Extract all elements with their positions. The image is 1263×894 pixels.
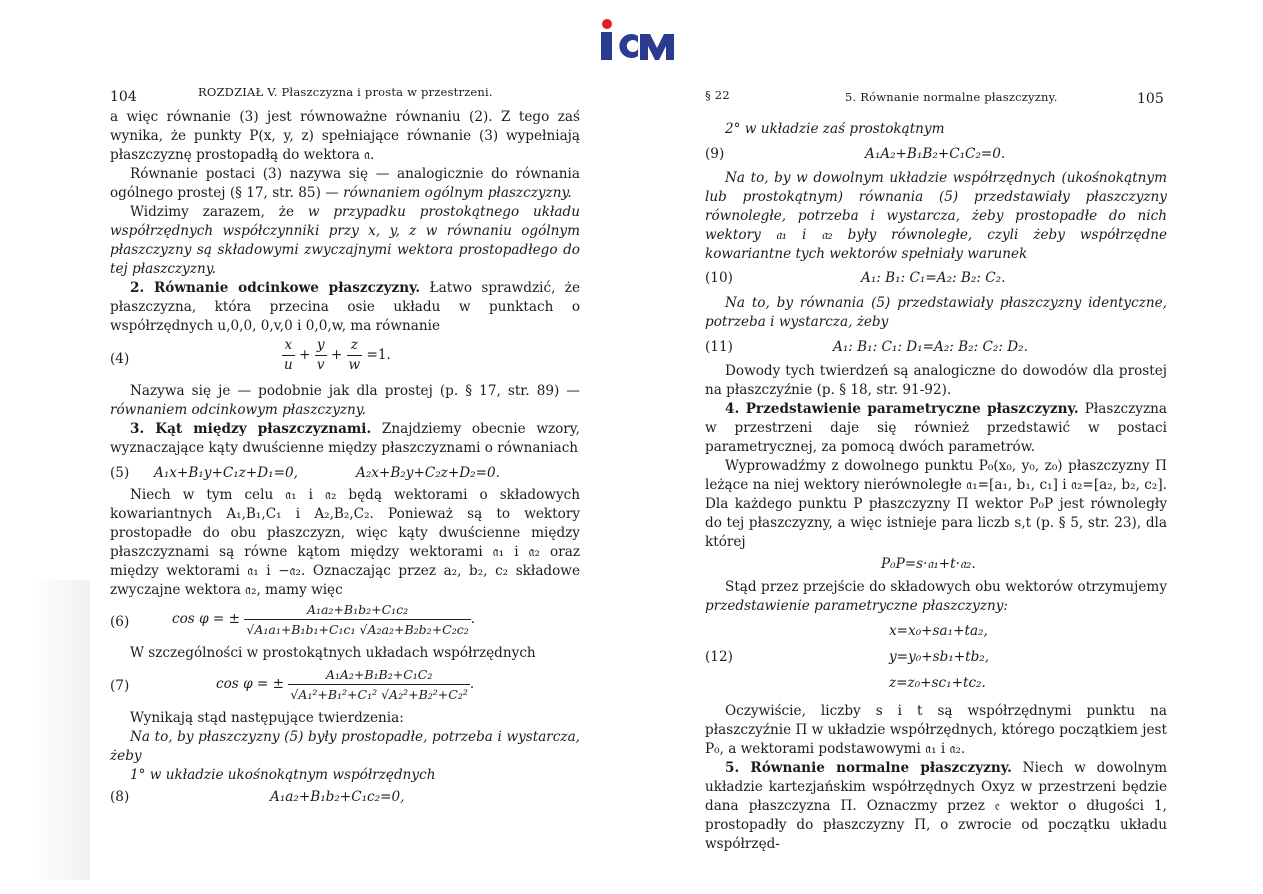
paragraph: Równanie postaci (3) nazywa się — analogicznie do równania ogólnego prostej (§ 17, str. 85) — równaniem ogólnym płaszczyzny. (110, 166, 580, 201)
left-header (110, 78, 580, 108)
equation-number: (12) (705, 649, 733, 665)
icm-logo (598, 18, 676, 64)
paragraph: Oczywiście, liczby s i t są współrzędnymi punktu na płaszczyźnie Π w układzie współrzędnych, którego początkiem jest P₀, a wektorami podstawowymi 𝔞₁ i 𝔞₂. (705, 703, 1167, 757)
section-title: 2. Równanie odcinkowe płaszczyzny. (130, 280, 421, 296)
paragraph: Niech w tym celu 𝔞₁ i 𝔞₂ będą wektorami o składowych kowariantnych A₁,B₁,C₁ i A₂,B₂,C₂. Ponieważ są to wektory prostopadłe do obu płaszczyzn, więc kąty dwuścienne między płaszczyznami są równe kątom między wektorami 𝔞₁ i 𝔞₂ oraz między wektorami 𝔞₁ i −𝔞₂. Oznaczając przez a₂, b₂, c₂ składowe zwyczajne wektora 𝔞₂, mamy więc (110, 487, 580, 598)
right-page (705, 78, 1167, 878)
section-2: 2. Równanie odcinkowe płaszczyzny. Łatwo sprawdzić, że płaszczyzna, która przecina osie układu w punktach o współrzędnych u,0,0, 0,v,0 i 0,0,w, ma równanie (110, 280, 580, 334)
page-number: 104 (110, 89, 137, 105)
equation-number: (7) (110, 678, 130, 694)
equation-p0p: P₀P=s·𝔞₁+t·𝔞₂. (881, 556, 976, 572)
equation-8: (8) A₁a₂+B₁b₂+C₁c₂=0, (110, 789, 405, 805)
paragraph: a więc równanie (3) jest równoważne równaniu (2). Z tego zaś wynika, że punkty P(x, y, z) spełniające równanie (3) wypełniają płaszczyznę prostopadłą do wektora 𝔞. (110, 109, 580, 163)
paragraph: 1° w układzie ukośnokątnym współrzędnych (130, 767, 436, 783)
equation-number: (9) (705, 146, 725, 162)
section-5: 5. Równanie normalne płaszczyzny. Niech w dowolnym układzie kartezjańskim współrzędnych Oxyz w przestrzeni będzie dana płaszczyzna Π. Oznaczmy przez 𝔢 wektor o długości 1, prostopadły do płaszczyzny Π, o zwrocie od początku układu współrzęd- (705, 760, 1167, 852)
equation-number: (10) (705, 270, 733, 286)
equation-11: (11) A₁: B₁: C₁: D₁=A₂: B₂: C₂: D₂. (705, 339, 1028, 355)
equation-10: (10) A₁: B₁: C₁=A₂: B₂: C₂. (705, 270, 1006, 286)
paragraph: Wyprowadźmy z dowolnego punktu P₀(x₀, y₀, z₀) płaszczyzny Π leżące na niej wektory nierównoległe 𝔞₁=[a₁, b₁, c₁] i 𝔞₂=[a₂, b₂, c₂]. Dla każdego punktu P płaszczyzny Π wektor P₀P jest równoległy do tej płaszczyzny, a więc istnieje para liczb s,t (p. § 5, str. 23), dla której (705, 458, 1167, 550)
paragraph: W szczególności w prostokątnych układach współrzędnych (130, 645, 536, 661)
paragraph: Wynikają stąd następujące twierdzenia: (130, 710, 404, 726)
theorem-text: Na to, by równania (5) przedstawiały płaszczyzny identyczne, potrzeba i wystarcza, żeby (705, 295, 1167, 330)
equation-number: (6) (110, 614, 130, 630)
section-title: 3. Kąt między płaszczyznami. (130, 421, 372, 437)
theorem-text: Na to, by w dowolnym układzie współrzędnych (ukośnokątnym lub prostokątnym) równania (5) przedstawiały płaszczyzny równoległe, potrzeba i wystarcza, żeby prostopadłe do nich wektory 𝔞₁ i 𝔞₂ były równoległe, czyli żeby współrzędne kowariantne tych wektorów spełniały warunek (705, 170, 1167, 262)
section-3: 3. Kąt między płaszczyznami. Znajdziemy obecnie wzory, wyznaczające kąty dwuścienne między płaszczyznami o równaniach (110, 421, 580, 456)
equation-5: (5) A₁x+B₁y+C₁z+D₁=0, A₂x+B₂y+C₂z+D₂=0. (110, 465, 500, 481)
paragraph: Dowody tych twierdzeń są analogiczne do dowodów dla prostej na płaszczyźnie (p. § 18, str. 91-92). (705, 363, 1167, 398)
paragraph: Stąd przez przejście do składowych obu wektorów otrzymujemy przedstawienie parametryczne płaszczyzny: (705, 579, 1167, 614)
theorem-text: Widzimy zarazem, że w przypadku prostokątnego układu współrzędnych współczynniki przy x, y, z w równaniu ogólnym płaszczyzny są składowymi zwyczajnymi wektora prostopadłego do tej płaszczyzny. (110, 204, 580, 277)
equation-number: (8) (110, 789, 130, 805)
equation-6: (6) cos φ = ± $\frac{\text{A₁a₂+B₁b₂+C₁c₂}}{\text{√A₁a₁+B₁b₁+C₁c₁ √A₂a₂+B₂b₂+C₂c₂}}$ . (110, 602, 476, 637)
paragraph: Nazywa się je — podobnie jak dla prostej (p. § 17, str. 89) — równaniem odcinkowym płaszczyzny. (110, 383, 580, 418)
equation-4: (4) $\frac{x}{u}$ + $\frac{y}{v}$ + $\frac{z}{w}$ =1. (110, 337, 391, 373)
running-title: ROZDZIAŁ V. Płaszczyzna i prosta w przestrzeni. (198, 85, 493, 99)
equation-7: (7) cos φ = ± $\frac{\text{A₁A₂+B₁B₂+C₁C₂}}{\text{√A₁²+B₁²+C₁² √A₂²+B₂²+C₂²}}$ . (110, 667, 475, 702)
section-title: 5. Równanie normalne płaszczyzny. (725, 760, 1012, 776)
section-mark: § 22 (705, 88, 730, 102)
equation-number: (4) (110, 351, 130, 367)
running-title: 5. Równanie normalne płaszczyzny. (845, 90, 1058, 104)
equation-9: (9) A₁A₂+B₁B₂+C₁C₂=0. (705, 146, 1006, 162)
scan-shadow (30, 580, 90, 880)
equation-number: (5) (110, 465, 130, 481)
left-page (110, 78, 580, 878)
section-4: 4. Przedstawienie parametryczne płaszczyzny. Płaszczyzna w przestrzeni daje się również przedstawić w postaci parametrycznej, za pomocą dwóch parametrów. (705, 401, 1167, 455)
page-number: 105 (1137, 91, 1164, 107)
equation-number: (11) (705, 339, 733, 355)
theorem-text: Na to, by płaszczyzny (5) były prostopadłe, potrzeba i wystarcza, żeby (110, 729, 580, 764)
paragraph: 2° w układzie zaś prostokątnym (725, 121, 945, 137)
right-header (705, 78, 1167, 108)
equation-12: (12) x=x₀+sa₁+ta₂, y=y₀+sb₁+tb₂, z=z₀+sc₁+tc₂. (705, 623, 990, 691)
section-title: 4. Przedstawienie parametryczne płaszczyzny. (725, 401, 1079, 417)
